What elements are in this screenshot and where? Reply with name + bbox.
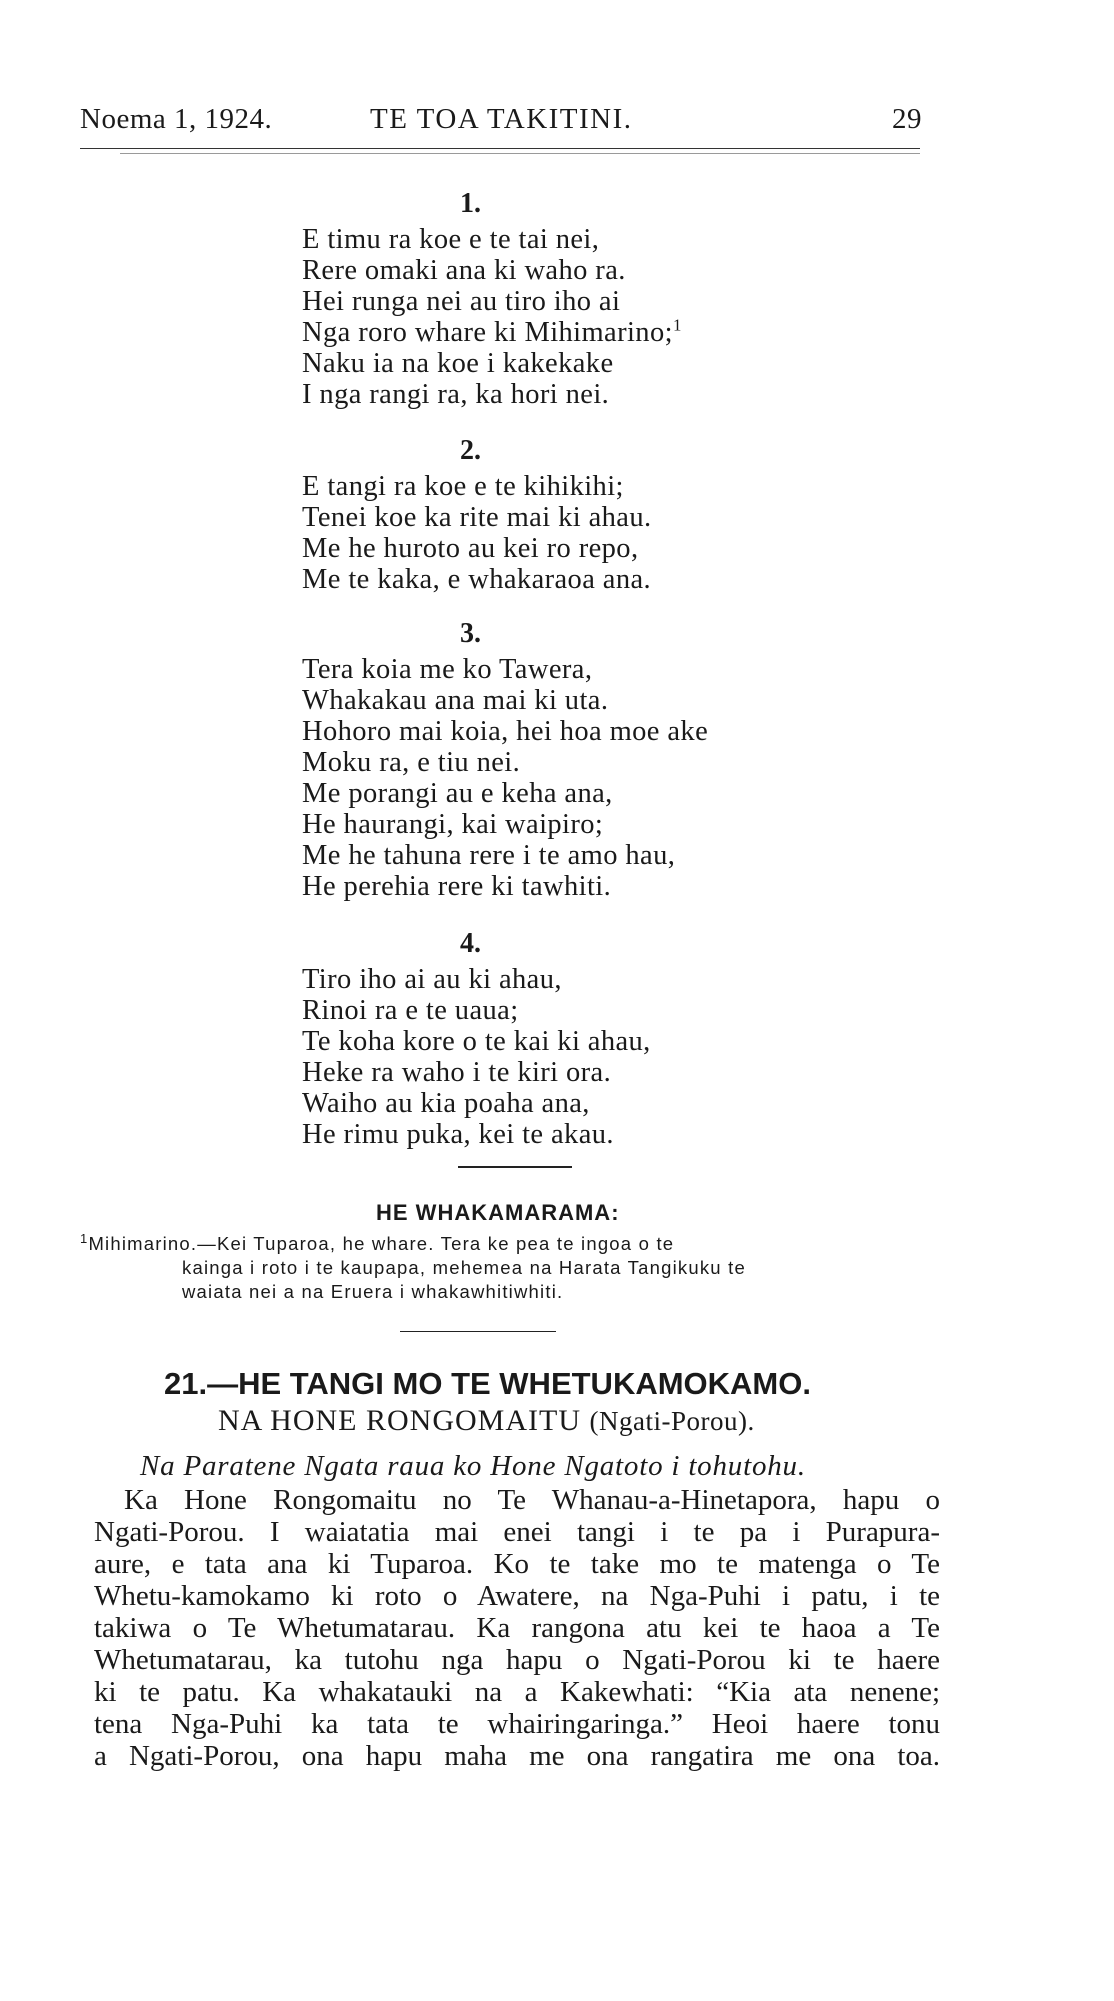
verse-line: He rimu puka, kei te akau. [302, 1119, 614, 1150]
body-line: Whetu-kamokamo ki roto o Awatere, na Nga-Puhi i patu, i te [94, 1580, 940, 1612]
verse-line: Whakakau ana mai ki uta. [302, 685, 609, 716]
page-number: 29 [892, 103, 922, 135]
verse-line: Rinoi ra e te uaua; [302, 995, 519, 1026]
notes-heading: HE WHAKAMARAMA: [376, 1200, 620, 1225]
footnote-line [80, 1232, 674, 1256]
verse-line: He perehia rere ki tawhiti. [302, 871, 612, 902]
verse-line: Te koha kore o te kai ki ahau, [302, 1026, 651, 1057]
header-rule-secondary [120, 153, 920, 154]
verse-line: Hei runga nei au tiro iho ai [302, 286, 621, 317]
body-line: Ka Hone Rongomaitu no Te Whanau-a-Hinetapora, hapu o [124, 1484, 940, 1516]
stanza-number: 1. [460, 188, 481, 219]
song-author: NA HONE RONGOMAITU [218, 1404, 581, 1437]
section-rule [400, 1331, 556, 1332]
verse-line: Waiho au kia poaha ana, [302, 1088, 590, 1119]
song-author-line [218, 1404, 755, 1438]
verse-line: Naku ia na koe i kakekake [302, 348, 614, 379]
song-tribe: (Ngati-Porou). [589, 1406, 755, 1436]
header-title: TE TOA TAKITINI. [370, 103, 633, 135]
verse-line: He haurangi, kai waipiro; [302, 809, 604, 840]
stanza-number: 3. [460, 618, 481, 649]
verse-line: Moku ra, e tiu nei. [302, 747, 521, 778]
body-line: a Ngati-Porou, ona hapu maha me ona rangatira me ona toa. [94, 1740, 940, 1772]
body-line: takiwa o Te Whetumatarau. Ka rangona atu kei te haoa a Te [94, 1612, 940, 1644]
body-line: aure, e tata ana ki Tuparoa. Ko te take mo te matenga o Te [94, 1548, 940, 1580]
verse-line: Rere omaki ana ki waho ra. [302, 255, 626, 286]
verse-line [302, 317, 682, 348]
verse-line: Me te kaka, e whakaraoa ana. [302, 564, 652, 595]
stanza-number: 2. [460, 435, 481, 466]
poem-end-rule [458, 1166, 572, 1168]
footnote-line: kainga i roto i te kaupapa, mehemea na Harata Tangikuku te [182, 1257, 746, 1278]
song-title: 21.—HE TANGI MO TE WHETUKAMOKAMO. [164, 1366, 811, 1401]
stanza-number: 4. [460, 928, 481, 959]
verse-line: Me he tahuna rere i te amo hau, [302, 840, 676, 871]
verse-line: Tenei koe ka rite mai ki ahau. [302, 502, 652, 533]
footnote-text: Mihimarino.—Kei Tuparoa, he whare. Tera ke pea te ingoa o te [88, 1233, 675, 1254]
verse-line: E timu ra koe e te tai nei, [302, 224, 600, 255]
footnote-line: waiata nei a na Eruera i whakawhitiwhiti. [182, 1281, 564, 1302]
body-line: ki te patu. Ka whakatauki na a Kakewhati: “Kia ata nenene; [94, 1676, 940, 1708]
body-line: tena Nga-Puhi ka tata te whairingaringa.” Heoi haere tonu [94, 1708, 940, 1740]
header-rule [80, 148, 920, 149]
verse-line: Hohoro mai koia, hei hoa moe ake [302, 716, 709, 747]
footnote-mark: 1 [672, 315, 682, 335]
verse-text: Nga roro whare ki Mihimarino; [302, 317, 673, 348]
verse-line: I nga rangi ra, ka hori nei. [302, 379, 610, 410]
verse-line: E tangi ra koe e te kihikihi; [302, 471, 624, 502]
verse-line: Me porangi au e keha ana, [302, 778, 613, 809]
verse-line: Me he huroto au kei ro repo, [302, 533, 639, 564]
verse-line: Heke ra waho i te kiri ora. [302, 1057, 612, 1088]
body-line: Whetumatarau, ka tutohu nga hapu o Ngati-Porou ki te haere [94, 1644, 940, 1676]
verse-line: Tiro iho ai au ki ahau, [302, 964, 562, 995]
header-date: Noema 1, 1924. [80, 103, 273, 135]
verse-line: Tera koia me ko Tawera, [302, 654, 593, 685]
body-line: Ngati-Porou. I waiatatia mai enei tangi i te pa i Purapura- [94, 1516, 940, 1548]
song-credit: Na Paratene Ngata raua ko Hone Ngatoto i tohutohu. [140, 1450, 806, 1482]
footnote-number: 1 [80, 1230, 89, 1246]
